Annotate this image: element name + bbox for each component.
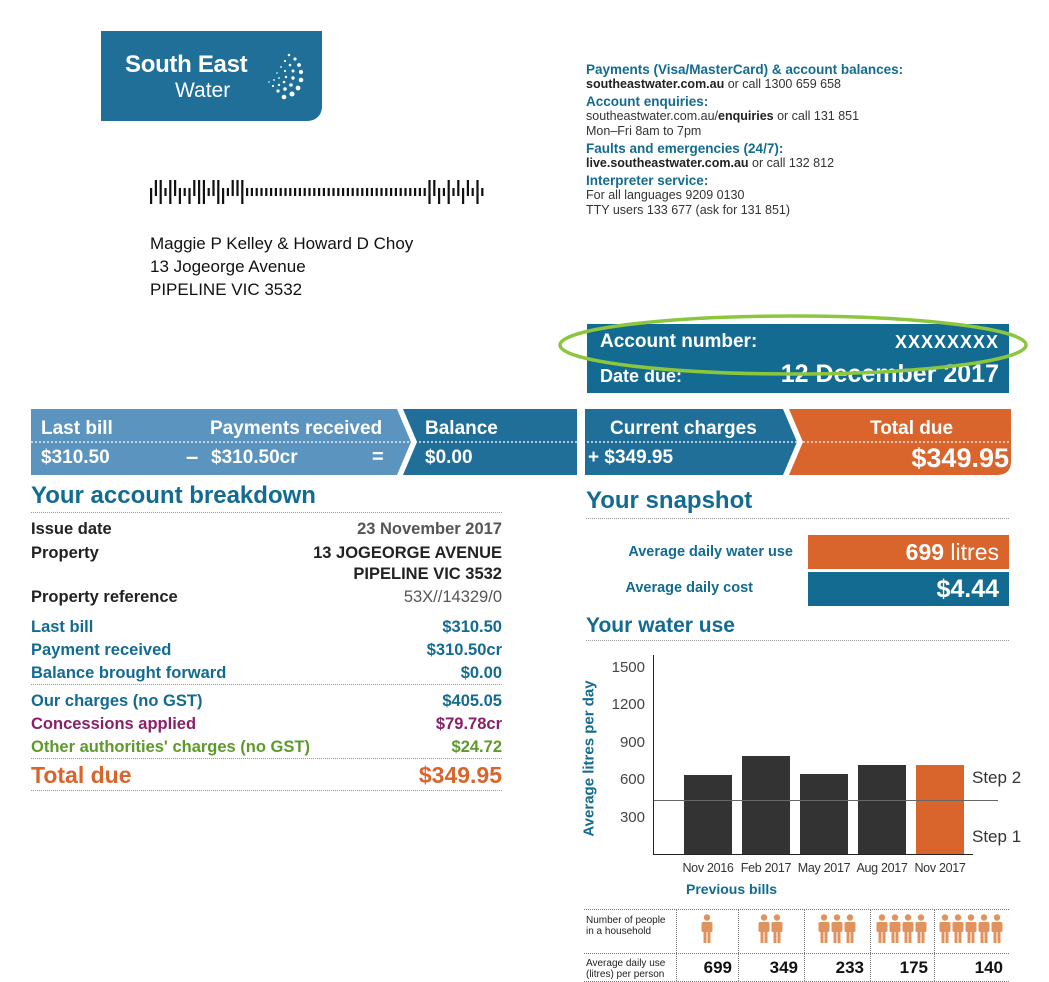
per-person-value: 140	[974, 958, 1003, 977]
payments-line: southeastwater.com.au or call 1300 659 658	[586, 77, 842, 91]
barcode-bar	[337, 188, 339, 196]
barcode-bar	[155, 180, 157, 196]
barcode-bar	[232, 180, 234, 196]
water-use-bar	[742, 756, 790, 855]
water-drops-icon	[249, 47, 309, 107]
barcode-bar	[169, 180, 171, 204]
barcode-bar	[260, 188, 262, 196]
person-icon	[701, 914, 713, 944]
enquiries-heading: Account enquiries:	[586, 94, 709, 109]
bd-our-charges-value: $405.05	[442, 692, 502, 710]
x-tick-label: May 2017	[797, 861, 851, 875]
summary-balance-label: Balance	[425, 418, 498, 439]
barcode-bar	[304, 188, 306, 196]
barcode-bar	[347, 188, 349, 196]
barcode-bar	[419, 188, 421, 196]
bd-last-bill-label: Last bill	[31, 618, 94, 636]
y-tick-label: 600	[619, 771, 645, 788]
avg-daily-use-number: 699	[905, 539, 945, 565]
summary-last-bill-label: Last bill	[41, 418, 113, 439]
barcode-bar	[467, 180, 469, 196]
property-line-2: PIPELINE VIC 3532	[353, 565, 502, 583]
account-number-label: Account number:	[600, 331, 758, 352]
bd-payment-value: $310.50cr	[426, 641, 502, 659]
barcode-bar	[164, 188, 166, 196]
barcode-bar	[236, 180, 238, 196]
breakdown-title: Your account breakdown	[31, 482, 316, 509]
barcode-bar	[270, 188, 272, 196]
bd-other-authorities-label: Other authorities' charges (no GST)	[31, 738, 310, 756]
water-use-bar	[684, 775, 732, 855]
y-axis-label: Average litres per day	[580, 680, 598, 837]
account-number-value: XXXXXXXX	[894, 332, 999, 352]
barcode-bar	[198, 180, 200, 204]
barcode-bar	[438, 188, 440, 204]
customer-name: Maggie P Kelley & Howard D Choy	[150, 234, 414, 253]
person-icon	[915, 914, 927, 944]
barcode-bar	[294, 188, 296, 196]
barcode-bar	[476, 180, 478, 204]
y-tick-label: 1200	[611, 696, 645, 713]
per-person-value: 175	[899, 958, 928, 977]
summary-bar-background	[31, 409, 1011, 476]
barcode-bar	[251, 188, 253, 196]
step-threshold-line	[653, 800, 998, 801]
x-tick-label: Aug 2017	[856, 861, 908, 875]
barcode-bar	[342, 188, 344, 196]
barcode-bar	[433, 180, 435, 196]
x-tick-label: Nov 2017	[914, 861, 966, 875]
bd-total-value: $349.95	[418, 762, 502, 788]
barcode-bar	[318, 188, 320, 196]
interpreter-heading: Interpreter service:	[586, 173, 709, 188]
per-person-value: 349	[769, 958, 798, 977]
barcode-bar	[179, 188, 181, 204]
x-tick-label: Nov 2016	[682, 861, 734, 875]
address-street: 13 Jogeorge Avenue	[150, 257, 306, 276]
y-axis-label-wrap	[567, 660, 607, 860]
barcode-bar	[462, 188, 464, 204]
person-icon	[771, 914, 783, 944]
barcode-bar	[457, 180, 459, 196]
per-person-value: 233	[835, 958, 864, 977]
property-line-1: 13 JOGEORGE AVENUE	[313, 544, 502, 562]
water-use-bar	[916, 765, 964, 855]
person-icon	[831, 914, 843, 944]
date-due-label: Date due:	[600, 366, 683, 386]
person-icon	[991, 914, 1003, 944]
step-1-label: Step 1	[972, 827, 1022, 846]
bd-other-authorities-value: $24.72	[451, 738, 502, 756]
barcode-bar	[424, 188, 426, 196]
barcode-bar	[212, 180, 214, 196]
person-icon	[876, 914, 888, 944]
issue-date-value: 23 November 2017	[357, 520, 502, 538]
faults-line: live.southeastwater.com.au or call 132 812	[586, 156, 835, 170]
water-use-bar	[858, 765, 906, 855]
issue-date-label: Issue date	[31, 520, 112, 538]
mailing-address	[150, 232, 413, 301]
barcode-bar	[284, 188, 286, 196]
summary-payments-label: Payments received	[210, 418, 383, 439]
person-icon	[818, 914, 830, 944]
water-use-plot	[611, 655, 998, 855]
avg-daily-use-label: Average daily water use	[628, 544, 793, 560]
person-icon	[952, 914, 964, 944]
interpreter-line-2: TTY users 133 677 (ask for 131 851)	[586, 203, 791, 217]
address-city: PIPELINE VIC 3532	[150, 280, 303, 299]
x-tick-label: Feb 2017	[740, 861, 792, 875]
barcode-bar	[481, 188, 483, 196]
barcode-bar	[380, 188, 382, 196]
barcode-bar	[150, 188, 152, 204]
summary-last-bill-value: $310.50	[41, 447, 110, 468]
person-icon	[902, 914, 914, 944]
contact-info	[586, 60, 1006, 218]
barcode-bar	[188, 188, 190, 204]
summary-equals: =	[372, 446, 384, 468]
summary-minus: –	[186, 444, 199, 469]
step-2-label: Step 2	[972, 768, 1022, 787]
barcode-bar	[385, 188, 387, 196]
bd-concessions-label: Concessions applied	[31, 715, 197, 733]
barcode-bar	[208, 188, 210, 196]
avg-daily-use-box	[808, 535, 1009, 569]
barcode-bar	[256, 188, 258, 196]
barcode-bar	[356, 188, 358, 196]
summary-payments-value: $310.50cr	[211, 447, 298, 468]
barcode-bar	[452, 188, 454, 196]
barcode-bar	[222, 188, 224, 204]
bd-bbf-label: Balance brought forward	[31, 664, 227, 682]
barcode-bar	[376, 188, 378, 196]
water-use-bar	[800, 774, 848, 855]
property-reference-label: Property reference	[31, 588, 178, 606]
barcode-bar	[246, 188, 248, 196]
summary-balance-value: $0.00	[425, 447, 473, 468]
barcode-bar	[404, 188, 406, 196]
barcode-bar	[241, 180, 243, 204]
snapshot-title: Your snapshot	[586, 487, 753, 514]
logo-line-2: Water	[175, 79, 231, 102]
x-axis-line	[653, 854, 973, 855]
barcode-bar	[428, 180, 430, 204]
person-icon	[758, 914, 770, 944]
water-use-rule	[586, 640, 1009, 641]
barcode-bar	[328, 188, 330, 196]
breakdown-rule-1	[31, 684, 502, 685]
summary-total-value: $349.95	[911, 443, 1009, 473]
date-due-value: 12 December 2017	[780, 360, 999, 388]
barcode-bar	[203, 180, 205, 204]
person-icon	[939, 914, 951, 944]
y-tick-label: 300	[619, 808, 645, 826]
logo-line-1: South East	[125, 51, 248, 78]
barcode-bar	[313, 188, 315, 196]
person-icon	[965, 914, 977, 944]
person-icon	[844, 914, 856, 944]
avg-daily-cost-value: $4.44	[808, 572, 1009, 606]
barcode-bar	[160, 180, 162, 204]
enquiries-line: southeastwater.com.au/enquiries or call 131 851	[586, 109, 860, 123]
barcode-bar	[352, 188, 354, 196]
y-tick-label: 1500	[611, 658, 645, 676]
property-label: Property	[31, 544, 99, 562]
barcode-bar	[366, 188, 368, 196]
payments-heading: Payments (Visa/MasterCard) & account balances:	[586, 62, 904, 77]
barcode-bar	[361, 188, 363, 196]
people-row-label: Number of people in a household	[586, 915, 666, 937]
faults-heading: Faults and emergencies (24/7):	[586, 141, 784, 156]
bd-our-charges-label: Our charges (no GST)	[31, 692, 203, 710]
breakdown-rule-2	[31, 758, 502, 759]
barcode-bar	[289, 188, 291, 196]
barcode-bar	[371, 188, 373, 196]
property-reference-value: 53X//14329/0	[403, 588, 502, 606]
bd-payment-label: Payment received	[31, 641, 172, 659]
barcode-bar	[414, 188, 416, 196]
barcode-bar	[400, 188, 402, 196]
bd-concessions-value: $79.78cr	[435, 715, 502, 733]
barcode-bar	[275, 188, 277, 196]
breakdown-rule-3	[31, 790, 502, 791]
summary-current-value: + $349.95	[588, 447, 674, 468]
barcode-bar	[217, 180, 219, 204]
person-icon	[978, 914, 990, 944]
barcode-bar	[265, 188, 267, 196]
y-axis-line	[653, 655, 654, 855]
interpreter-line-1: For all languages 9209 0130	[586, 188, 745, 202]
south-east-water-logo	[101, 31, 322, 121]
barcode-bar	[323, 188, 325, 196]
water-use-title: Your water use	[586, 614, 735, 637]
barcode-bar	[409, 188, 411, 196]
barcode-bar	[448, 180, 450, 204]
barcode-bar	[390, 188, 392, 196]
person-icon	[889, 914, 901, 944]
barcode-bar	[280, 188, 282, 196]
avg-daily-use-unit: litres	[944, 539, 999, 565]
bd-last-bill-value: $310.50	[442, 618, 502, 636]
barcode-bar	[184, 188, 186, 196]
y-tick-label: 900	[619, 733, 645, 751]
barcode-bar	[472, 188, 474, 196]
barcode-bar	[299, 188, 301, 196]
barcode-bar	[193, 180, 195, 196]
barcode-bar	[227, 188, 229, 196]
bd-bbf-value: $0.00	[460, 664, 502, 682]
avg-daily-cost-label: Average daily cost	[625, 580, 753, 596]
postal-barcode	[150, 180, 490, 204]
bd-total-label: Total due	[31, 762, 132, 788]
per-person-value: 699	[703, 958, 732, 977]
breakdown-title-rule	[31, 512, 502, 513]
per-person-row-label: Average daily use (litres) per person	[586, 958, 666, 980]
highlight-ellipse	[557, 312, 1029, 378]
barcode-bar	[332, 188, 334, 196]
x-axis-label: Previous bills	[686, 881, 778, 897]
barcode-bar	[174, 180, 176, 196]
barcode-bar	[395, 188, 397, 196]
barcode-bar	[443, 188, 445, 196]
summary-current-label: Current charges	[610, 418, 757, 439]
summary-total-label: Total due	[870, 418, 954, 439]
barcode-bar	[308, 188, 310, 196]
snapshot-rule	[586, 518, 1009, 519]
enquiries-hours: Mon–Fri 8am to 7pm	[586, 124, 702, 138]
